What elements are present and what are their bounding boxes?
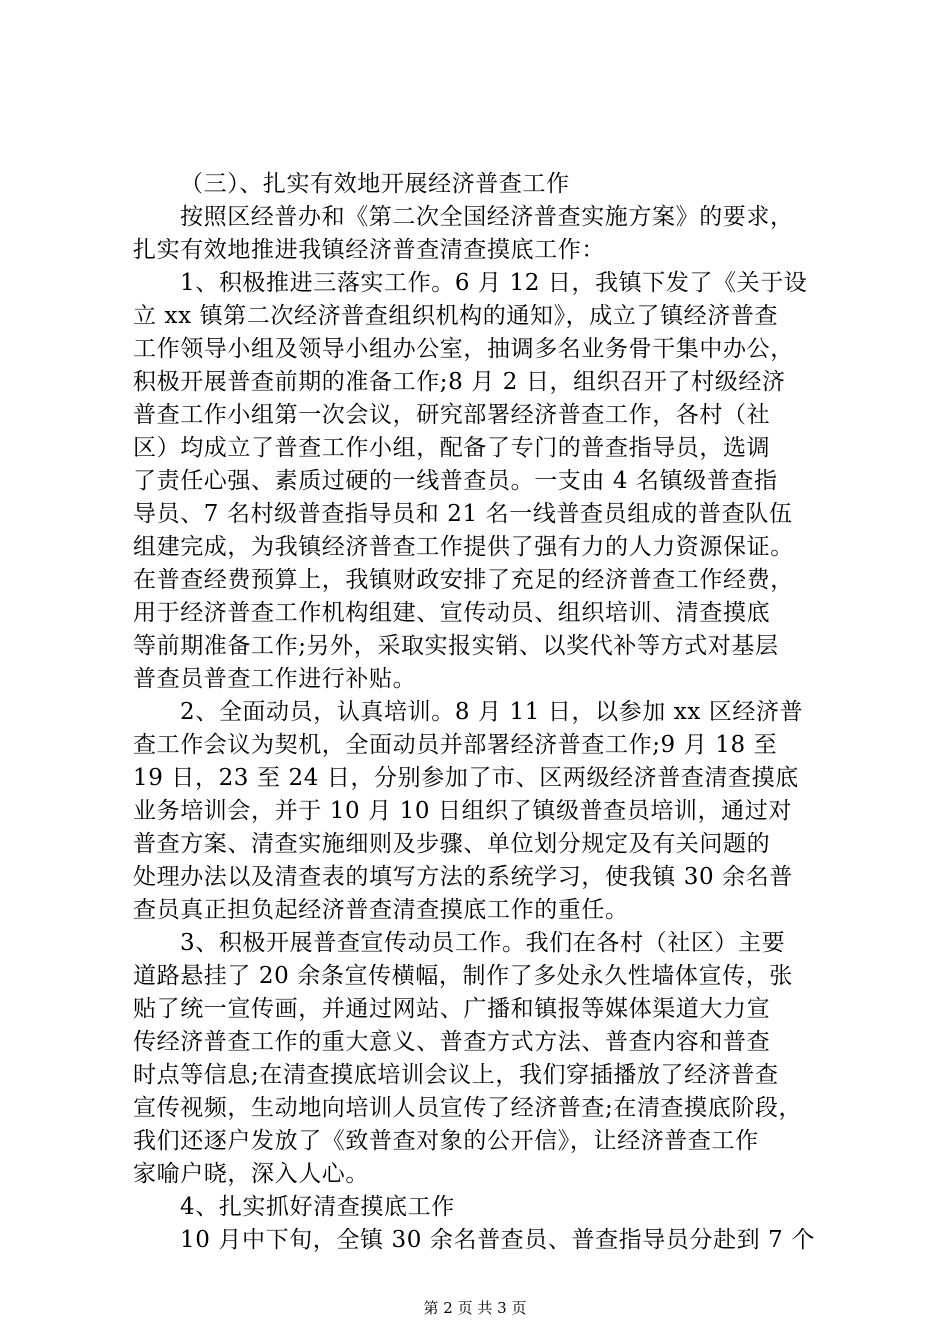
paragraph-line: 查员真正担负起经济普查清查摸底工作的重任。 bbox=[133, 897, 629, 923]
paragraph-line: 19 日，23 至 24 日，分别参加了市、区两级经济普查清查摸底 bbox=[133, 765, 799, 791]
paragraph-line: 查工作会议为契机，全面动员并部署经济普查工作;9 月 18 至 bbox=[133, 732, 778, 758]
paragraph-line: 立 xx 镇第二次经济普查组织机构的通知》，成立了镇经济普查 bbox=[133, 303, 779, 329]
paragraph-line: 组建完成，为我镇经济普查工作提供了强有力的人力资源保证。 bbox=[133, 534, 794, 560]
paragraph-line: 普查方案、清查实施细则及步骤、单位划分规定及有关问题的 bbox=[133, 831, 771, 857]
paragraph-line: 了责任心强、素质过硬的一线普查员。一支由 4 名镇级普查指 bbox=[133, 468, 778, 494]
paragraph-line: 时点等信息;在清查摸底培训会议上，我们穿插播放了经济普查 bbox=[133, 1062, 779, 1088]
paragraph-line: 按照区经普办和《第二次全国经济普查实施方案》的要求， bbox=[180, 204, 794, 230]
paragraph-line: 在普查经费预算上，我镇财政安排了充足的经济普查工作经费， bbox=[133, 567, 794, 593]
paragraph-line: 处理办法以及清查表的填写方法的系统学习，使我镇 30 余名普 bbox=[133, 864, 793, 890]
paragraph-line: 家喻户晓，深入人心。 bbox=[133, 1161, 369, 1187]
paragraph-line: 积极开展普查前期的准备工作;8 月 2 日，组织召开了村级经济 bbox=[133, 369, 786, 395]
paragraph-line: 区）均成立了普查工作小组，配备了专门的普查指导员，选调 bbox=[133, 435, 771, 461]
paragraph-line: 道路悬挂了 20 余条宣传横幅，制作了多处永久性墙体宣传，张 bbox=[133, 963, 793, 989]
paragraph-line: 普查工作小组第一次会议，研究部署经济普查工作，各村（社 bbox=[133, 402, 771, 428]
paragraph-line: 3、积极开展普查宣传动员工作。我们在各村（社区）主要 bbox=[180, 930, 786, 956]
paragraph-line: 等前期准备工作;另外，采取实报实销、以奖代补等方式对基层 bbox=[133, 633, 779, 659]
section-heading: （三）、扎实有效地开展经济普查工作 bbox=[180, 171, 570, 197]
paragraph-line: 用于经济普查工作机构组建、宣传动员、组织培训、清查摸底 bbox=[133, 600, 771, 626]
paragraph-line: 10 月中下旬，全镇 30 余名普查员、普查指导员分赴到 7 个 bbox=[180, 1227, 815, 1253]
section-heading: 4、扎实抓好清查摸底工作 bbox=[180, 1194, 455, 1220]
paragraph-line: 工作领导小组及领导小组办公室，抽调多名业务骨干集中办公， bbox=[133, 336, 794, 362]
paragraph-line: 传经济普查工作的重大意义、普查方式方法、普查内容和普查 bbox=[133, 1029, 771, 1055]
paragraph-line: 宣传视频，生动地向培训人员宣传了经济普查;在清查摸底阶段， bbox=[133, 1095, 803, 1121]
paragraph-line: 普查员普查工作进行补贴。 bbox=[133, 666, 417, 692]
paragraph-line: 扎实有效地推进我镇经济普查清查摸底工作： bbox=[133, 237, 605, 263]
paragraph-line: 贴了统一宣传画，并通过网站、广播和镇报等媒体渠道大力宣 bbox=[133, 996, 771, 1022]
paragraph-line: 我们还逐户发放了《致普查对象的公开信》，让经济普查工作 bbox=[133, 1128, 759, 1154]
paragraph-line: 业务培训会，并于 10 月 10 日组织了镇级普查员培训，通过对 bbox=[133, 798, 792, 824]
paragraph-line: 2、全面动员，认真培训。8 月 11 日，以参加 xx 区经济普 bbox=[180, 699, 804, 725]
paragraph-line: 导员、7 名村级普查指导员和 21 名一线普查员组成的普查队伍 bbox=[133, 501, 793, 527]
paragraph-line: 1、积极推进三落实工作。6 月 12 日，我镇下发了《关于设 bbox=[180, 270, 808, 296]
page-footer: 第 2 页 共 3 页 bbox=[423, 1299, 527, 1317]
